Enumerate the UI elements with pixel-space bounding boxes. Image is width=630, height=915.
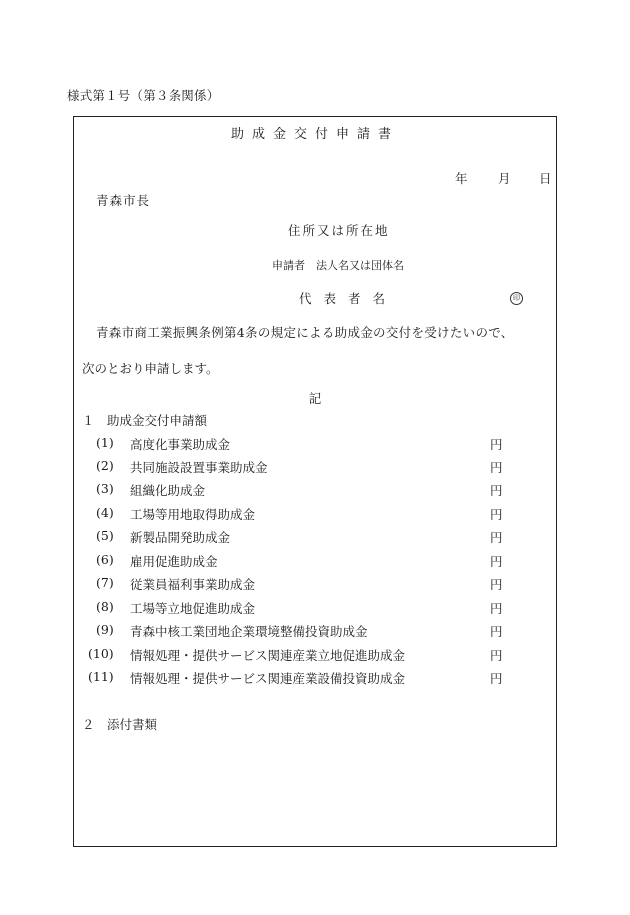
grant-item-unit: 円 — [490, 437, 503, 452]
grant-item-unit: 円 — [490, 530, 503, 545]
grant-item-unit: 円 — [490, 483, 503, 498]
section-2-heading: ２ 添付書類 — [82, 717, 158, 732]
grant-item-name: 情報処理・提供サービス関連産業設備投資助成金 — [130, 671, 406, 686]
grant-item-unit: 円 — [490, 460, 503, 475]
grant-item-name: 工場等用地取得助成金 — [130, 507, 256, 522]
grant-item-name: 新製品開発助成金 — [130, 530, 231, 545]
grant-item-unit: 円 — [490, 624, 503, 639]
grant-item-name: 雇用促進助成金 — [130, 554, 218, 569]
grant-item-number: (7) — [96, 575, 114, 590]
grant-item-name: 高度化事業助成金 — [130, 437, 231, 452]
grant-item-number: (3) — [96, 481, 114, 496]
date-month-label: 月 — [498, 171, 511, 186]
form-reference: 様式第１号（第３条関係） — [67, 88, 220, 103]
grant-item-name: 工場等立地促進助成金 — [130, 601, 256, 616]
representative-label: 代表者名 — [299, 291, 398, 306]
grant-item-unit: 円 — [490, 554, 503, 569]
grant-item-name: 組織化助成金 — [130, 483, 206, 498]
body-text-line-2: 次のとおり申請します。 — [82, 361, 219, 376]
addressee: 青森市長 — [96, 193, 151, 208]
grant-item-name: 青森中核工業団地企業環境整備投資助成金 — [130, 624, 368, 639]
grant-item-name: 従業員福利事業助成金 — [130, 577, 256, 592]
date-year-label: 年 — [455, 171, 468, 186]
body-text-line-1: 青森市商工業振興条例第4条の規定による助成金の交付を受けたいので、 — [96, 325, 514, 340]
grant-item-unit: 円 — [490, 507, 503, 522]
seal-icon: 印 — [510, 292, 523, 305]
grant-item-number: (11) — [88, 669, 114, 684]
applicant-label: 申請者 法人名又は団体名 — [272, 259, 404, 272]
grant-item-unit: 円 — [490, 601, 503, 616]
grant-item-number: (8) — [96, 599, 114, 614]
grant-item-number: (6) — [96, 552, 114, 567]
application-form-frame — [73, 116, 557, 847]
grant-item-number: (9) — [96, 622, 114, 637]
grant-item-name: 情報処理・提供サービス関連産業立地促進助成金 — [130, 648, 406, 663]
form-title: 助成金交付申請書 — [230, 127, 399, 142]
grant-item-unit: 円 — [490, 577, 503, 592]
grant-item-number: (4) — [96, 505, 114, 520]
grant-item-number: (1) — [96, 435, 114, 450]
grant-item-number: (10) — [88, 646, 114, 661]
ki-heading: 記 — [308, 391, 322, 406]
date-day-label: 日 — [539, 171, 552, 186]
grant-item-unit: 円 — [490, 671, 503, 686]
section-1-heading: １ 助成金交付申請額 — [82, 413, 208, 428]
grant-item-number: (2) — [96, 458, 114, 473]
grant-item-unit: 円 — [490, 648, 503, 663]
address-label: 住所又は所在地 — [288, 223, 390, 238]
grant-item-name: 共同施設設置事業助成金 — [130, 460, 268, 475]
grant-item-number: (5) — [96, 528, 114, 543]
